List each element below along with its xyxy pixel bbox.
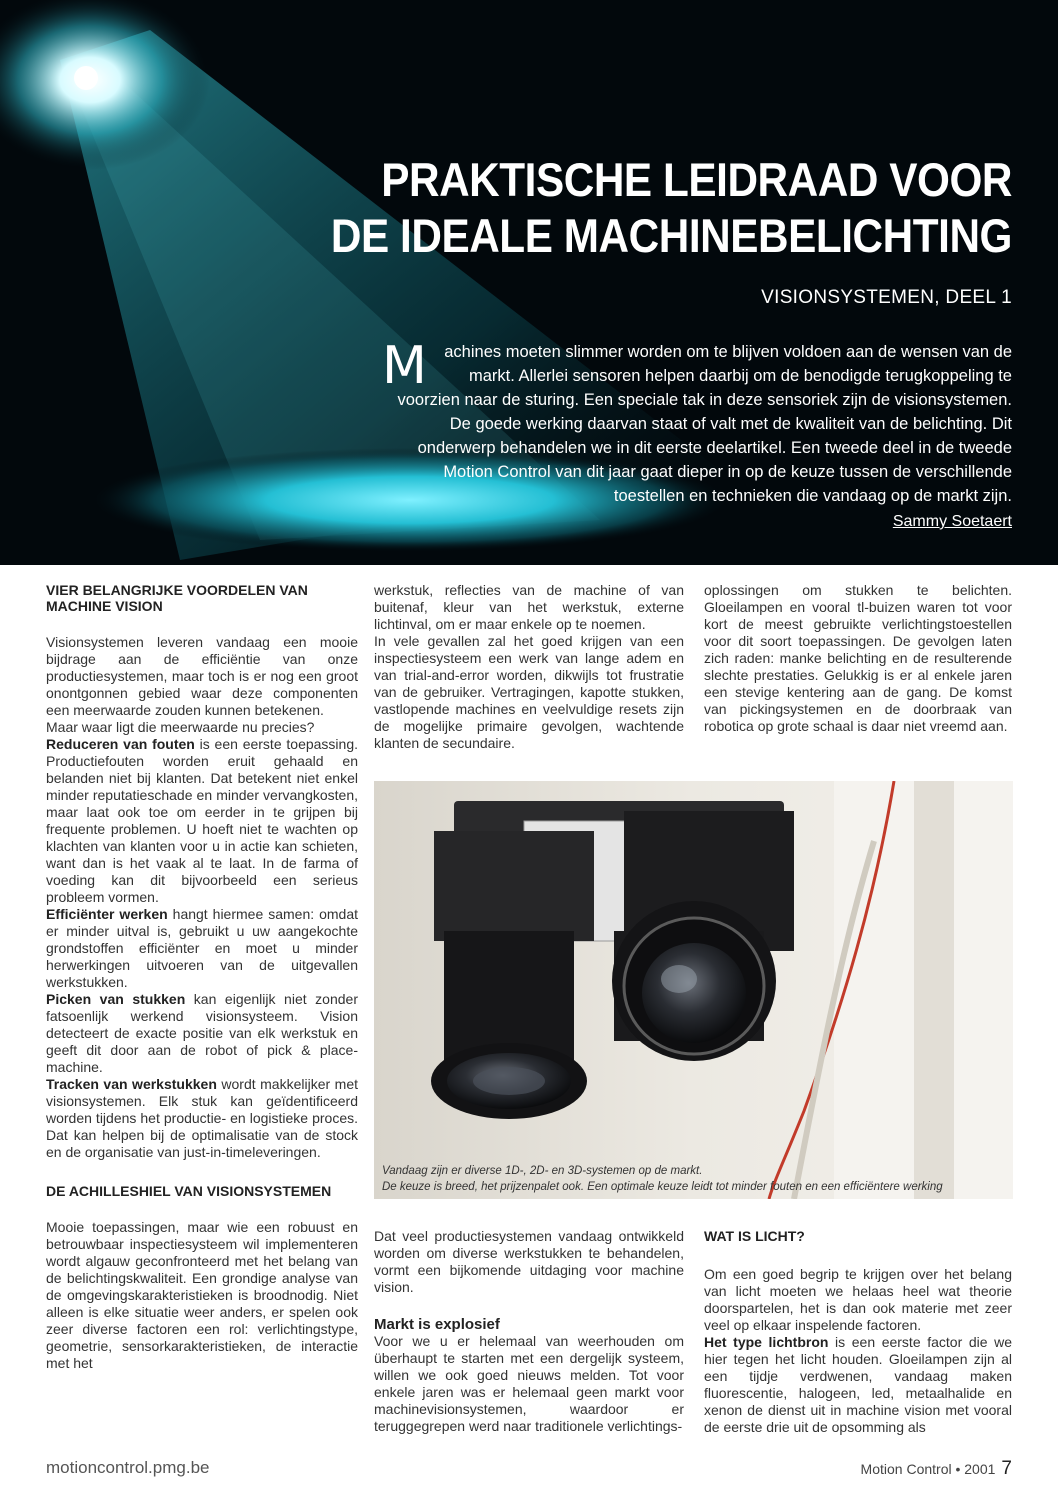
issue-label: Motion Control • 2001 [860, 1461, 996, 1477]
paragraph: Voor we u er helemaal van weerhouden om überhaupt te starten met een dergelijk systeem, willen we ook goed nieuws melden. Tot voor enkele jaren was er helemaal geen markt voor machinevisionsystemen, waardoor er teruggegrepen werd naar traditionele verlichtings- [374, 1333, 684, 1434]
paragraph: Reduceren van fouten is een eerste toepassing. Productiefouten worden eruit gehaald en belanden niet bij klanten. Dat betekent niet enkel minder reputatieschade en minder vervangkosten, maar laat ook toe om eerder in te grijpen bij frequente problemen. U hoeft niet te wachten op klachten van klanten voor u in actie kan schieten, want dan is het vaak al te laat. In de farma of voeding kan dit bijvoorbeeld een serieus probleem vormen. [46, 736, 359, 905]
paragraph: Visionsystemen leveren vandaag een mooie bijdrage aan de efficiëntie van onze productiesystemen, maar toch is er nog een groot onontgonnen gebied waar deze componenten een meerwaarde zouden kunnen betekenen. [46, 634, 358, 718]
caption-line-2: De keuze is breed, het prijzenpalet ook. Een optimale keuze leidt tot minder fouten en een efficiëntere werking [382, 1181, 943, 1193]
bold-lead: Picken van stukken [46, 991, 186, 1007]
paragraph: oplossingen om stukken te belichten. Gloeilampen en vooral tl-buizen waren tot voor kort de meest gebruikte verlichtingstoestellen voor dit soort toepassingen. De gevolgen laten zich raden: manke belichting en de resulterende slechte prestaties. Gelukkig is er al enkele jaren een stevige kentering aan de gang. De komst van pickingsystemen en de doorbraak van robotica op grote schaal is daar niet vreemd aan. [704, 582, 1012, 734]
photo-caption [382, 1163, 1007, 1195]
footer-issue [861, 1458, 1012, 1480]
paragraph: Efficiënter werken hangt hiermee samen: omdat er minder uitval is, gebruikt u uw aangekochte grondstoffen efficiënter en moet u minder herwerkingen uitvoeren van de uitgevallen werkstukken. [46, 906, 358, 990]
bold-lead: Efficiënter werken [46, 906, 168, 922]
paragraph: Mooie toepassingen, maar wie een robuust en betrouwbaar inspectiesysteem wil implementeren wordt algauw geconfronteerd met het belang van de belichtingskwaliteit. Een grondige analyse van de omgevingskarakteristieken is broodnodig. Niet alleen is elke situatie weer anders, er spelen ook zeer diverse factoren een rol: verlichtingstype, geometrie, sensorkarakteristieken, de interactie met het [46, 1219, 358, 1371]
paragraph: werkstuk, reflecties van de machine of van buitenaf, kleur van het werkstuk, externe lichtinval, om er maar enkele op te noemen. [374, 582, 684, 632]
author-name[interactable]: Sammy Soetaert [892, 513, 1012, 530]
column-3-bottom [704, 1228, 1012, 1436]
section-heading-voordelen: VIER BELANGRIJKE VOORDELEN VAN MACHINE VISION [46, 582, 308, 614]
article-title [202, 152, 1012, 264]
caption-line-1: Vandaag zijn er diverse 1D-, 2D- en 3D-systemen op de markt. [382, 1165, 703, 1177]
section-heading-achilleshiel: DE ACHILLESHIEL VAN VISIONSYSTEMEN [46, 1183, 332, 1199]
bold-lead: Het type lichtbron [704, 1334, 829, 1350]
column-3-top [704, 582, 1012, 735]
intro-dropcap: M [382, 336, 427, 396]
article-intro [372, 336, 1012, 508]
column-1 [46, 582, 358, 1372]
article-subtitle: VISIONSYSTEMEN, DEEL 1 [761, 287, 1012, 308]
paragraph: Maar waar ligt die meerwaarde nu precies? [46, 719, 315, 735]
bold-lead: Tracken van werkstukken [46, 1076, 217, 1092]
title-line-1: PRAKTISCHE LEIDRAAD VOOR [381, 153, 1012, 206]
paragraph: Het type lichtbron is een eerste factor die we hier tegen het licht houden. Gloeilampen zijn al een tijdje verdwenen, vandaag maken fluorescentie, halogeen, led, metaalhalide en xenon de dienst uit in machine vision met vooral de eerste drie uit de opsomming als [704, 1334, 1013, 1435]
intro-text: achines moeten slimmer worden om te blijven voldoen aan de wensen van de markt. Allerlei sensoren helpen daarbij om de benodigde terugkoppeling te voorzien naar de sturing. Een speciale tak in deze sensoriek zijn de visionsystemen. De goede werking daarvan staat of valt met de kwaliteit van de belichting. Dit onderwerp behandelen we in dit eerste deelartikel. Een tweede deel in de tweede Motion Control van dit jaar gaat dieper in op de keuze tussen de verschillende toestellen en technieken die vandaag op de markt zijn. [397, 343, 1012, 505]
column-2-bottom [374, 1228, 684, 1435]
paragraph: Dat veel productiesystemen vandaag ontwikkeld worden om diverse werkstukken te behandelen, vormt een bijkomende uitdaging voor machine vision. [374, 1228, 684, 1295]
camera-photo [374, 781, 1013, 1199]
paragraph: Om een goed begrip te krijgen over het belang van licht moeten we helaas heel wat theorie doorspartelen, het is dan ook materie met zeer veel op elkaar inspelende factoren. [704, 1266, 1012, 1333]
title-line-2: DE IDEALE MACHINEBELICHTING [330, 209, 1012, 262]
hero-banner [0, 0, 1058, 565]
footer-website-link[interactable]: motioncontrol.pmg.be [46, 1458, 210, 1477]
section-heading-licht: WAT IS LICHT? [704, 1228, 805, 1244]
subheading-markt: Markt is explosief [374, 1316, 500, 1333]
page-number: 7 [1001, 1458, 1012, 1479]
column-2-top [374, 582, 684, 752]
bold-lead: Reduceren van fouten [46, 736, 195, 752]
paragraph: Picken van stukken kan eigenlijk niet zonder fatsoenlijk werkend visionsysteem. Vision detecteert de exacte positie van elk werkstuk en geeft dit door aan de robot of pick & place-machine. [46, 991, 358, 1075]
paragraph: In vele gevallen zal het goed krijgen van een inspectiesysteem een werk van lange adem en van trial-and-error worden, dikwijls tot frustratie van de gebruiker. Vertragingen, kapotte stukken, vastlopende machines en veelvuldige resets zijn de mogelijke primaire gevolgen, wachtende klanten de secundaire. [374, 633, 684, 751]
paragraph: Tracken van werkstukken wordt makkelijker met visionsystemen. Elk stuk kan geïdentificeerd worden tijdens het productie- en logistieke proces. Dat kan helpen bij de optimalisatie van de stock en de organisatie van just-in-timeleveringen. [46, 1076, 358, 1160]
camera-lens-illustration [374, 781, 1013, 1199]
